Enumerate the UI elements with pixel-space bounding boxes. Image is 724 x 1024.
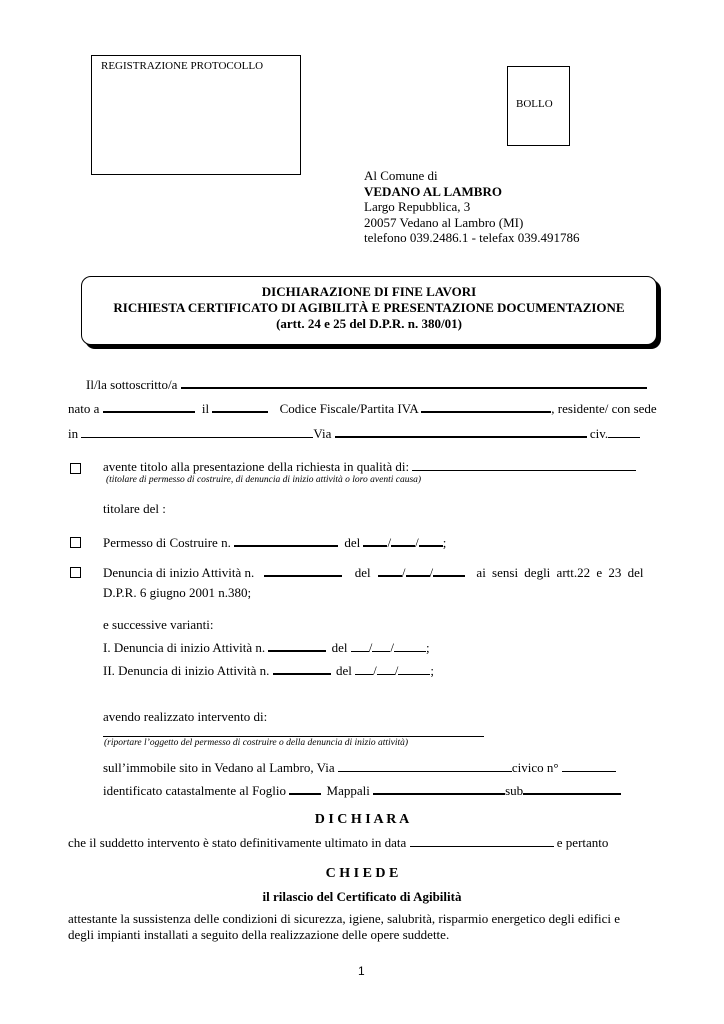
tax-code-label: Codice Fiscale/Partita IVA (279, 401, 419, 416)
dia-year-field[interactable] (433, 563, 465, 577)
chiede-heading: C H I E D E (325, 866, 399, 881)
variante-2-day-field[interactable] (355, 662, 373, 675)
page-number: 1 (358, 964, 365, 978)
chiede-text-line-1: attestante la sussistenza delle condizioni di sicurezza, igiene, salubrità, risparmio energetico degli edifici e (68, 911, 621, 926)
birth-row (68, 399, 657, 417)
titolo-row (103, 458, 636, 475)
dichiara-heading: D I C H I A R A (314, 812, 410, 827)
variante-2-month-field[interactable] (377, 662, 395, 675)
variante-1-row: I. Denuncia di inizio Attività n. del / / ; (103, 640, 430, 655)
residence-label: , residente/ con sede (551, 401, 657, 416)
sub-label: sub (505, 783, 524, 798)
title-box-text (83, 284, 655, 332)
variante-1-label: I. Denuncia di inizio Attività n. (103, 640, 266, 655)
permesso-number-field[interactable] (234, 533, 338, 547)
chiede-text-line-2: degli impianti installati a seguito della realizzazione delle opere suddette. (68, 927, 450, 942)
dichiara-row (68, 834, 608, 851)
intervento-note: (riportare l’oggetto del permesso di costruire o della denuncia di inizio attività) (104, 738, 409, 748)
residence-number-field[interactable] (608, 425, 640, 438)
chiede-subheading: il rilascio del Certificato di Agibilità (262, 889, 462, 904)
applicant-name-label: Il/la sottoscritto/a (86, 377, 178, 392)
titolo-field[interactable] (412, 458, 636, 471)
mappali-field[interactable] (373, 781, 505, 795)
immobile-number-label: civico n° (511, 760, 559, 775)
document-title: DICHIARAZIONE DI FINE LAVORI (261, 284, 477, 299)
permesso-year-field[interactable] (419, 533, 443, 547)
dia-number-field[interactable] (264, 563, 342, 577)
variante-1-number-field[interactable] (268, 638, 326, 652)
immobile-street-field[interactable] (338, 759, 512, 772)
immobile-number-field[interactable] (562, 759, 616, 772)
permesso-month-field[interactable] (391, 533, 415, 547)
variante-2-label: II. Denuncia di inizio Attività n. (103, 663, 270, 678)
address-row (68, 424, 640, 442)
dia-day-field[interactable] (378, 563, 402, 577)
intervento-label: avendo realizzato intervento di: (103, 709, 268, 724)
birth-date-field[interactable] (212, 399, 268, 413)
immobile-street-label: sull’immobile sito in Vedano al Lambro, Via (103, 760, 335, 775)
permesso-row: Permesso di Costruire n. del / / ; (103, 535, 447, 550)
titolo-label: avente titolo alla presentazione della richiesta in qualità di: (103, 459, 410, 474)
dia-checkbox[interactable] (70, 567, 81, 578)
variante-1-year-field[interactable] (394, 639, 426, 652)
chiede-text (68, 911, 620, 943)
residence-city-label: in (68, 426, 79, 441)
permesso-date-label: del (344, 535, 361, 550)
dia-date-label: del (354, 565, 371, 580)
mappali-label: Mappali (326, 783, 370, 798)
immobile-row (103, 759, 616, 776)
document-subtitle: RICHIESTA CERTIFICATO DI AGIBILITÀ E PRESENTAZIONE DOCUMENTAZIONE (113, 300, 625, 315)
applicant-name-field[interactable] (181, 375, 647, 389)
birth-place-label: nato a (68, 401, 100, 416)
document-reference: (artt. 24 e 25 del D.P.R. n. 380/01) (276, 316, 462, 331)
address-line-3: Largo Repubblica, 3 (364, 199, 471, 214)
dia-label: Denuncia di inizio Attività n. (103, 565, 255, 580)
variante-2-number-field[interactable] (273, 661, 331, 675)
birth-place-field[interactable] (103, 399, 195, 413)
permesso-day-field[interactable] (363, 533, 387, 547)
residence-city-field[interactable] (81, 425, 313, 438)
tax-code-field[interactable] (421, 399, 551, 413)
foglio-field[interactable] (289, 781, 321, 795)
successive-varianti-label: e successive varianti: (103, 617, 214, 632)
registration-protocol-box (91, 55, 301, 175)
permesso-label: Permesso di Costruire n. (103, 535, 231, 550)
intervento-field[interactable] (103, 736, 484, 737)
dia-law-reference: ai sensi degli artt.22 e 23 del (476, 565, 644, 580)
address-line-4: 20057 Vedano al Lambro (MI) (364, 214, 524, 230)
dichiara-text: che il suddetto intervento è stato definitivamente ultimato in data (68, 835, 407, 850)
titolare-del-label: titolare del : (103, 501, 166, 516)
titolo-checkbox[interactable] (70, 463, 81, 474)
registration-protocol-label: REGISTRAZIONE PROTOCOLLO (101, 60, 264, 72)
catasto-row (103, 781, 621, 799)
residence-street-label: Via (313, 426, 332, 441)
foglio-label: identificato catastalmente al Foglio (103, 783, 287, 798)
dichiara-pertanto: e pertanto (556, 835, 609, 850)
dia-row: Denuncia di inizio Attività n. del / / ai sensi degli artt.22 e 23 del (103, 565, 644, 580)
permesso-checkbox[interactable] (70, 537, 81, 548)
variante-2-year-field[interactable] (398, 662, 430, 675)
sub-field[interactable] (523, 781, 621, 795)
birth-date-label: il (201, 401, 210, 416)
address-line-1: Al Comune di (364, 168, 438, 183)
variante-1-month-field[interactable] (372, 639, 390, 652)
dia-law-reference-2: D.P.R. 6 giugno 2001 n.380; (103, 585, 252, 600)
address-municipality: VEDANO AL LAMBRO (364, 183, 502, 199)
recipient-address (364, 168, 580, 246)
variante-2-row: II. Denuncia di inizio Attività n. del / / ; (103, 663, 434, 678)
completion-date-field[interactable] (410, 834, 554, 847)
variante-1-date-label: del (331, 640, 348, 655)
titolo-note: (titolare di permesso di costruire, di denuncia di inizio attività o loro aventi causa) (106, 475, 422, 485)
dia-month-field[interactable] (406, 563, 430, 577)
applicant-name-row (86, 375, 647, 393)
variante-2-date-label: del (335, 663, 352, 678)
residence-number-label: civ. (589, 426, 609, 441)
address-contacts: telefono 039.2486.1 - telefax 039.491786 (364, 230, 580, 245)
stamp-label: BOLLO (516, 98, 553, 110)
variante-1-day-field[interactable] (351, 639, 369, 652)
residence-street-field[interactable] (335, 424, 587, 438)
